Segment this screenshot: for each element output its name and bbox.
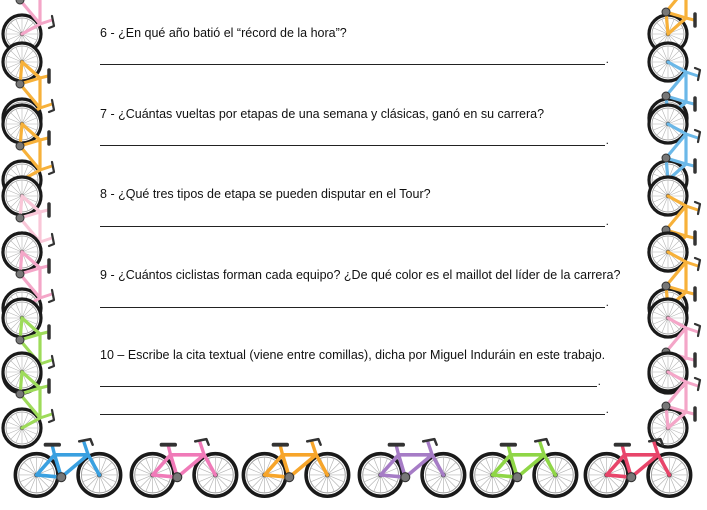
question-separator: - xyxy=(110,187,115,201)
bicycle-icon xyxy=(648,174,704,274)
bicycle-icon xyxy=(648,230,704,330)
question-6 xyxy=(100,26,347,40)
bicycle-icon xyxy=(2,296,58,396)
bicycle-icon xyxy=(240,430,352,502)
question-10 xyxy=(100,348,605,362)
question-text: ¿En qué año batió el “récord de la hora”? xyxy=(118,26,347,40)
question-text: ¿Cuántos ciclistas forman cada equipo? ¿De qué color es el maillot del líder de la carrera? xyxy=(118,268,621,282)
question-number: 10 xyxy=(100,348,114,362)
question-text: Escribe la cita textual (viene entre comillas), dicha por Miguel Induráin en este trabajo. xyxy=(127,348,606,362)
bicycle-icon xyxy=(648,40,704,140)
question-text: ¿Cuántas vueltas por etapas de una semana y clásicas, ganó en su carrera? xyxy=(118,107,545,121)
bicycle-icon xyxy=(356,430,468,502)
bicycle-icon xyxy=(648,102,704,202)
question-number: 6 xyxy=(100,26,107,40)
answer-line[interactable] xyxy=(100,145,605,146)
bicycle-icon xyxy=(648,296,704,396)
question-9 xyxy=(100,268,620,282)
bicycle-icon xyxy=(648,0,704,56)
answer-line[interactable] xyxy=(100,414,605,415)
bicycle-icon xyxy=(2,230,58,330)
answer-line[interactable] xyxy=(100,307,605,308)
question-separator: - xyxy=(110,107,115,121)
answer-line[interactable] xyxy=(100,386,597,387)
question-number: 8 xyxy=(100,187,107,201)
bicycle-icon xyxy=(2,40,58,140)
question-separator: – xyxy=(117,348,125,362)
question-number: 9 xyxy=(100,268,107,282)
bicycle-icon xyxy=(2,0,58,56)
bicycle-icon xyxy=(648,350,704,450)
question-8 xyxy=(100,187,431,201)
bicycle-icon xyxy=(582,430,694,502)
question-text: ¿Qué tres tipos de etapa se pueden disputar en el Tour? xyxy=(118,187,431,201)
question-7 xyxy=(100,107,544,121)
bicycle-icon xyxy=(128,430,240,502)
bicycle-icon xyxy=(2,174,58,274)
question-separator: - xyxy=(110,26,115,40)
bicycle-icon xyxy=(2,350,58,450)
bicycle-icon xyxy=(468,430,580,502)
bicycle-icon xyxy=(2,102,58,202)
bicycle-icon xyxy=(12,430,124,502)
question-number: 7 xyxy=(100,107,107,121)
question-separator: - xyxy=(110,268,115,282)
answer-line[interactable] xyxy=(100,64,605,65)
answer-line[interactable] xyxy=(100,226,605,227)
